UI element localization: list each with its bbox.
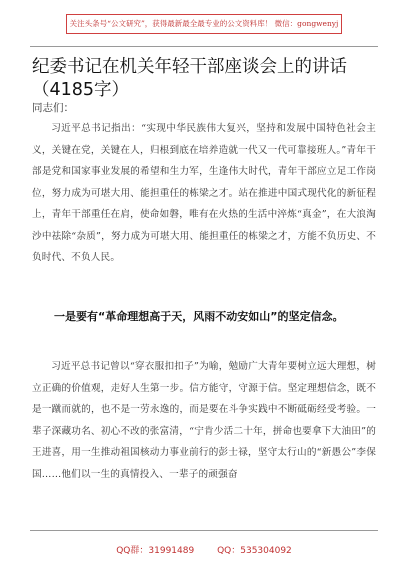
footer-qq-group: QQ群：31991489 (116, 546, 195, 556)
footer (0, 543, 408, 556)
footer-rule (30, 530, 378, 531)
title-line-1: 纪委书记在机关年轻干部座谈会上的讲话 (32, 57, 347, 77)
greeting: 同志们： (32, 102, 74, 114)
title-line-2: （4185字） (32, 80, 130, 100)
paragraph-2: 习近平总书记曾以“穿衣服扣扣子”为喻，勉励广大青年要树立远大理想，树立正确的价值观，走好人生第一步。信方能守，守源于信。坚定理想信念，既不是一蹴而就的，也不是一劳永逸的，而是要在斗争实践中不断砥砺经受考验。一辈子深藏功名、初心不改的张富清，“宁肯少活二十年，拼命也要拿下大油田”的王进喜，用一生推动祖国核动力事业前行的彭士禄，坚守太行山的“新愚公”李保国……他们以一生的真情投入、一辈子的顽强奋 (32, 361, 376, 480)
promo-banner: 关注头条号“公文研究”，获得最新最全最专业的公文资料库！ 微信：gongwenyj (66, 14, 342, 34)
paragraph-1: 习近平总书记指出：“实现中华民族伟大复兴，坚持和发展中国特色社会主义，关键在党，关键在人，归根到底在培养造就一代又一代可靠接班人。”青年干部是党和国家事业发展的希望和生力军，生逢伟大时代，青年干部应立足工作岗位，努力成为可堪大用、能担重任的栋梁之才。站在推进中国式现代化的新征程上，青年干部重任在肩，使命如磐，唯有在火热的生活中淬炼“真金”，在大浪淘沙中祛除“杂质”，努力成为可堪大用、能担重任的栋梁之才，方能不负历史、不负时代、不负人民。 (32, 123, 376, 263)
footer-qq: QQ：535304092 (217, 546, 292, 556)
section-heading-1: 一是要有“革命理想高于天，风雨不动安如山”的坚定信念。 (54, 310, 344, 323)
header-rule (30, 46, 378, 47)
document-title (32, 56, 378, 102)
